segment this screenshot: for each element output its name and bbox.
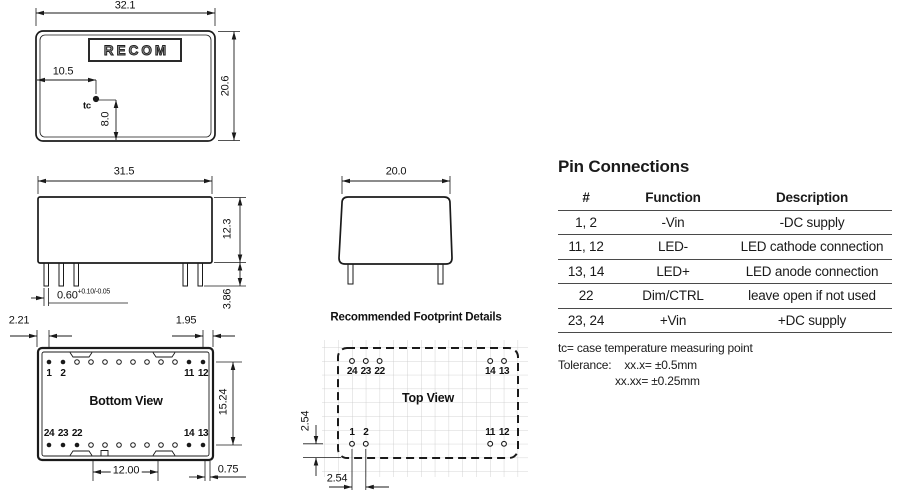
pin-table-cell: Dim/CTRL [642,288,704,304]
bottom-view-span-dim: 12.00 [112,464,140,477]
bottom-view-left-offset-dim: 2.21 [8,314,30,327]
tolerance-note [558,357,892,374]
pin-width-tolerance: +0.10/-0.05 [77,288,110,296]
pin-table-cell: LED cathode connection [740,239,884,255]
footprint-pad-11-label: 11 [485,427,496,438]
footprint-view-label: Top View [401,390,455,405]
recom-logo-text: RECOM [103,42,170,58]
pin-table-cell: -Vin [661,214,685,230]
end-side-view-drawing [339,176,452,284]
tolerance-value-1: xx.x= ±0.5mm [624,357,697,372]
pin-table-cell: LED anode connection [745,263,879,279]
pin-table-cell: 22 [578,288,594,304]
pin-length-dim: 3.86 [221,288,234,310]
footprint-pad-13-label: 13 [498,366,510,377]
pin-table-header-function: Function [645,190,701,206]
pin-table-cell: 13, 14 [567,263,605,279]
top-view-width-dim: 32.1 [114,0,136,12]
tolerance-value-2: xx.xx= ±0.25mm [615,374,700,388]
tolerance-label: Tolerance: [558,357,612,372]
end-view-width-dim: 20.0 [385,165,407,178]
bottom-view-top-pin-row [47,360,206,365]
pin-table-cell: -DC supply [779,214,845,230]
bottom-view-edge-dim: 0.75 [217,463,239,476]
footprint-horizontal-pitch-dim: 2.54 [326,472,348,485]
front-side-view-drawing [31,176,246,306]
tc-label: tc [82,100,92,112]
footprint-pad-23-label: 23 [360,366,371,377]
bottom-view-pin-1-label: 1 [46,368,52,379]
tc-x-dim: 10.5 [52,65,74,78]
bottom-view-pin-12-label: 12 [197,368,209,379]
bottom-view-pin-24-label: 24 [43,428,55,439]
pin-connections-section [558,157,892,390]
top-view-height-dim: 20.6 [219,75,232,97]
pin-table-row [558,309,892,334]
pin-width-value: 0.60 [57,289,78,302]
bottom-view-pin-14-label: 14 [183,428,195,439]
footprint-pad-24-label: 24 [346,366,358,377]
pin-table-cell: 23, 24 [567,312,605,328]
pin-table-cell: leave open if not used [748,288,876,304]
pin-table-row [558,235,892,260]
footprint-pad-1-label: 1 [349,427,355,438]
pin-table-cell: +Vin [659,312,687,328]
pin-table-cell: 11, 12 [568,239,604,255]
table-notes [558,340,892,390]
front-view-width-dim: 31.5 [113,165,135,178]
footprint-drawing [299,340,528,490]
footprint-pad-12-label: 12 [498,427,510,438]
tc-note: tc= case temperature measuring point [558,341,753,355]
footprint-pad-2-label: 2 [363,427,369,438]
bottom-view-row-pitch-dim: 15.24 [217,388,230,416]
pin-table-header-description: Description [775,190,849,206]
pin-table-header-row [558,186,892,211]
pin-table-cell: LED+ [656,263,690,279]
bottom-view-title: Bottom View [89,393,163,408]
bottom-view-right-offset-dim: 1.95 [175,314,197,327]
footprint-vertical-pitch-dim: 2.54 [299,410,312,432]
pin-table-header-number: # [582,190,590,206]
front-view-height-dim: 12.3 [221,218,234,240]
bottom-view-bottom-pin-row [47,443,206,448]
bottom-view-pin-22-label: 22 [71,428,83,439]
footprint-pad-22-label: 22 [374,366,385,377]
pin-table-cell: 1, 2 [575,214,597,230]
pin-table-row [558,284,892,309]
footprint-title: Recommended Footprint Details [330,311,502,324]
pin-table-row [558,211,892,236]
bottom-view-pin-2-label: 2 [60,368,66,379]
bottom-view-pin-11-label: 11 [184,368,194,379]
bottom-view-pin-13-label: 13 [197,428,209,439]
pin-table-cell: LED- [658,239,688,255]
pin-table-cell: +DC supply [777,312,847,328]
tc-y-dim: 8.0 [99,111,112,127]
pin-table-row [558,260,892,285]
recom-logo [88,38,182,62]
tc-point [93,96,99,102]
pin-width-dim [57,289,110,302]
bottom-view-pin-23-label: 23 [57,428,69,439]
footprint-pad-14-label: 14 [485,366,496,377]
pin-connections-title: Pin Connections [558,157,690,176]
